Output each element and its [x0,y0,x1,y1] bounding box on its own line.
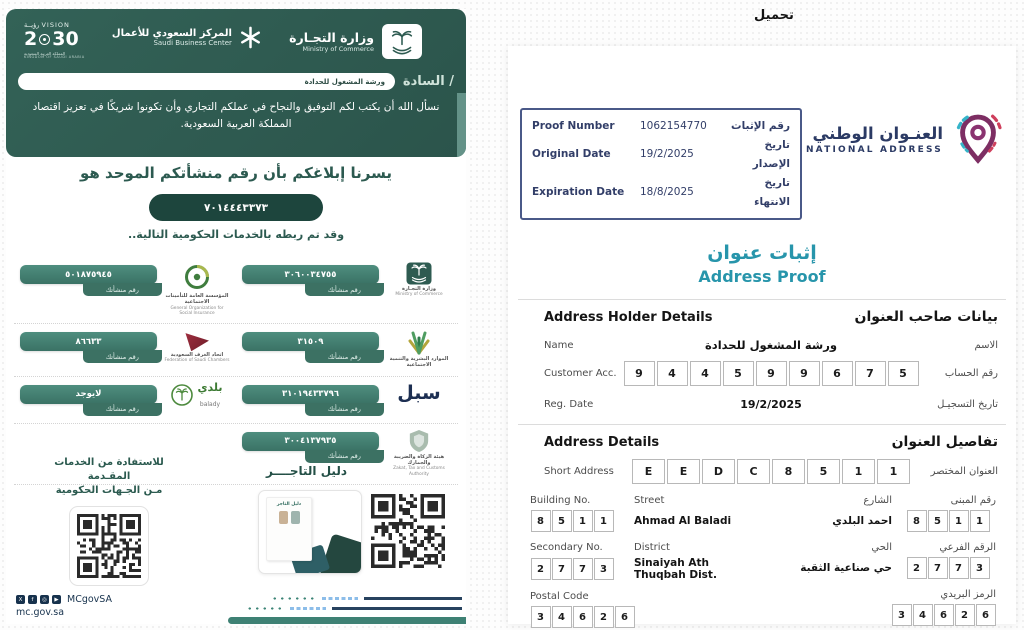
reg-date-label-en: Reg. Date [544,399,594,411]
hrsd-logo-icon: الموارد البشرية والتنمية الاجتماعية [386,329,452,369]
vision-sub-en: KINGDOM OF SAUDI ARABIA [24,55,85,60]
registration-date-row [518,398,1006,411]
digit-box: 6 [822,361,853,386]
gosi-logo-icon: المؤسسة العامة للتأمينات الاجتماعية General Organization for Social Insurance [164,262,230,316]
sbc-star-icon [239,26,262,49]
digit-box: 1 [573,510,593,532]
digit-box: E [667,459,700,484]
vision-word-label: VISION [41,21,70,29]
proof-label-en: Proof Number [532,120,615,132]
short-address-label-ar: العنوان المختصر [930,466,998,478]
digit-box: 4 [690,361,721,386]
digit-box: 4 [657,361,688,386]
gov-services-qr-block [34,456,184,586]
moc-footer [16,594,112,618]
digit-box: 9 [789,361,820,386]
short-address-row [518,459,1006,484]
details-section-header [518,425,1006,450]
salutation-row [6,73,466,90]
digit-box: 8 [907,510,927,532]
vision-emblem-icon [39,34,50,45]
service-number-label: رقم منشأتك [83,403,162,416]
digit-box: 7 [855,361,886,386]
postal-label-en: Postal Code [530,591,589,603]
digit-box: 9 [624,361,655,386]
address-proof-document [508,46,1016,624]
district-value-en: Sinaiyah Ath Thuqbah Dist. [634,557,717,582]
service-number-pill: ٣٠٠٤١٣٧٩٣٥ [242,432,379,451]
address-english-column [530,495,749,628]
service-number-label: رقم منشأتك [305,403,384,416]
proof-row [532,117,790,136]
services-row [14,377,458,424]
service-number-label: رقم منشأتك [83,350,162,363]
title-english: Address Proof [698,267,826,287]
vision-2030-logo [24,22,85,60]
digit-box: 8 [531,510,551,532]
facebook-icon[interactable] [28,595,37,604]
service-card-gosi [20,262,230,316]
digit-box: 6 [573,606,593,628]
brochure-title: دليل التاجر [276,502,302,507]
digit-box: 7 [949,557,969,579]
postal-digits-ar [891,604,996,626]
digit-box: 4 [913,604,933,626]
national-address-logo [806,110,1004,168]
digit-box: 4 [552,606,572,628]
secondary-label-ar: الرقم الفرعي [939,542,996,554]
services-row [14,324,458,377]
secondary-label-en: Secondary No. [530,542,603,554]
service-card-balady [20,382,230,416]
digit-box: 2 [594,606,614,628]
digit-box: 3 [531,606,551,628]
name-label-ar: الاسم [974,339,998,351]
digit-box: 2 [907,557,927,579]
linked-services-note: وقد تم ربطه بالخدمات الحكومية التالية.. [127,228,345,241]
digit-box: 6 [976,604,996,626]
holder-heading-ar: بيانات صاحب العنوان [854,309,998,326]
digit-box: 5 [552,510,572,532]
salutation-label: السادة / [402,74,454,90]
district-label-ar: الحي [871,542,892,554]
short-address-label-en: Short Address [544,466,614,478]
ministry-of-commerce-logo [289,24,422,59]
moc-arabic-label: وزارة التجـارة [289,30,374,45]
gov-services-qr-card [69,506,149,586]
digit-box: 9 [756,361,787,386]
service-number-label: رقم منشأتك [305,450,384,463]
unified-number-heading: يسرنا إبلاغكم بأن رقم منشأتكم الموحد هو [80,164,392,182]
digit-box: 7 [928,557,948,579]
service-number-pill: لايوجد [20,385,157,404]
vision-ar-label: رؤيــة [24,21,40,29]
address-arabic-column [777,495,996,628]
details-heading-ar: تفاصيل العنوان [891,434,998,451]
social-handle: MCgovSA [67,594,112,605]
street-value-en: Ahmad Al Baladi [634,515,732,528]
proof-value: 1062154770 [640,120,707,132]
digit-box: 1 [970,510,990,532]
digit-box: D [702,459,735,484]
postal-digits-en [530,606,635,628]
instagram-icon[interactable] [40,595,49,604]
digit-box: 3 [892,604,912,626]
x-icon[interactable] [16,595,25,604]
short-address-digits [631,459,911,484]
street-value-ar: احمد البلدي [832,515,892,528]
footer-decoration [246,597,462,610]
postal-label-ar: الرمز البريدي [940,589,996,601]
moc-english-label: Ministry of Commerce [302,45,374,53]
customer-acc-label-en: Customer Acc. [544,368,617,380]
unified-number-pill: ٧٠١٤٤٤٣٣٧٣ [149,194,323,221]
service-card-moc [242,262,452,316]
building-digits-ar [906,510,996,532]
vision-sub-ar: المملكة العربية السعودية [24,51,66,57]
district-label-en: District [634,542,670,554]
zatca-logo-icon: هيئة الزكاة والضريبة والجمارك Zakat, Tax and Customs Authority [386,429,452,477]
service-card-fsc [20,329,230,369]
digit-box: 3 [970,557,990,579]
merchant-guide-qr-code [371,494,445,568]
service-number-pill: ٣١٥٠٩ [242,332,379,351]
secondary-digits-ar [906,557,996,579]
address-columns [518,495,1006,628]
name-row [518,338,1006,352]
details-heading-en: Address Details [544,434,660,450]
benefit-heading: للاستفادة من الخدمات المقـدمة مـن الجـهات الحكومية [54,457,164,496]
digit-box: 1 [877,459,910,484]
linked-services-grid [14,257,458,485]
service-number-label: رقم منشأتك [305,283,384,296]
service-number-pill: ٥٠١٨٧٥٩٤٥ [20,265,157,284]
service-card-hrsd [242,329,452,369]
digit-box: 3 [594,558,614,580]
digit-box: 1 [594,510,614,532]
digit-box: 7 [552,558,572,580]
spl-logo-icon: سبل [397,381,441,404]
merchant-guide-heading: دليل التاجــــر [266,464,347,478]
digit-box: 2 [955,604,975,626]
fsc-logo-icon: اتحاد الغرف السعودية Federation of Saudi Chambers [164,329,230,364]
gov-services-qr-code [77,514,141,578]
street-label-en: Street [634,495,665,507]
name-value: ورشة المشغول للحدادة [705,338,837,353]
district-value-ar: حي صناعية الثقبة [800,562,892,575]
digit-box: 5 [888,361,919,386]
proof-label-ar: رقم الإثبات [731,120,790,132]
youtube-icon[interactable] [52,595,61,604]
recipient-name: ورشة المشغول للحدادة [304,77,385,86]
building-digits-en [530,510,620,532]
service-number-label: رقم منشأتك [305,350,384,363]
digit-box: E [632,459,665,484]
name-label-en: Name [544,339,574,351]
holder-section-header [518,300,1006,325]
digit-box: 2 [531,558,551,580]
title-arabic: إثبات عنوان [707,242,817,265]
saudi-business-center-logo [112,26,262,49]
proof-label-ar: تاريخ الانتهاء [754,176,790,208]
sbc-arabic-label: المركز السعودي للأعمال [111,28,232,39]
reg-date-value: 19/2/2025 [740,398,802,412]
moc-letter-document [6,9,466,624]
moc-letter-header [6,9,466,157]
holder-heading-en: Address Holder Details [544,309,713,325]
national-address-pin-icon [952,110,1004,168]
digit-box: 5 [723,361,754,386]
sbc-english-label: Saudi Business Center [153,39,232,47]
national-address-arabic-label: العنـوان الوطني [812,123,943,143]
merchant-guide-brochure [258,490,362,574]
proof-value: 19/2/2025 [640,148,694,161]
street-label-ar: الشارع [863,495,892,507]
national-address-english-label: NATIONAL ADDRESS [805,144,943,155]
digit-box: 1 [949,510,969,532]
digit-box: 8 [772,459,805,484]
proof-label-en: Expiration Date [532,186,625,199]
secondary-digits-en [530,558,620,580]
greeting-text: نسأل الله أن يكتب لكم التوفيق والنجاح في عملكم التجاري وأن تكونوا شريكًا في تعزيز اقتصاد المملكة العربية السعودية. [32,101,440,130]
digit-box: 6 [615,606,635,628]
digit-box: 5 [928,510,948,532]
brochure-cover [266,497,312,561]
digit-box: 6 [934,604,954,626]
digit-box: C [737,459,770,484]
proof-row [532,136,790,174]
building-label-en: Building No. [530,495,591,507]
service-number-pill: ٨٦٦٣٣ [20,332,157,351]
digit-box: 5 [807,459,840,484]
proof-label-en: Original Date [532,148,611,161]
digit-box: 7 [573,558,593,580]
proof-value: 18/8/2025 [640,186,694,199]
service-number-pill: ٣١٠١٩٤٣٣٧٩٦ [242,385,379,404]
customer-acc-label-ar: رقم الحساب [944,368,998,380]
download-button[interactable]: تحميل [754,8,794,23]
recipient-field [18,73,395,90]
header-logo-row [6,9,466,60]
proof-label-ar: تاريخ الإصدار [752,138,790,170]
digit-box: 1 [842,459,875,484]
proof-header-row [518,108,1006,220]
vision-year: 2 30 [24,28,79,51]
proof-row [532,174,790,212]
reg-date-label-ar: تاريخ التسجيـل [937,399,998,411]
proof-details-box [520,108,802,220]
service-card-spl [242,382,452,416]
customer-acc-digits [623,361,920,386]
website-link[interactable]: mc.gov.sa [16,607,65,618]
brochure-figures [270,511,308,524]
service-number-pill: ٣٠٦٠٠٣٤٧٥٥ [242,265,379,284]
service-number-label: رقم منشأتك [83,283,162,296]
merchant-guide-block [256,464,462,507]
bottom-accent-bar [228,617,466,624]
services-row [14,257,458,324]
customer-account-row [518,361,1006,386]
balady-logo-icon: بلدي balady [164,382,230,409]
building-label-ar: رقم المبنى [950,495,996,507]
moc-palm-emblem-icon [382,24,422,59]
moc-logo-icon: وزارة التجـارة Ministry of Commerce [386,262,452,298]
